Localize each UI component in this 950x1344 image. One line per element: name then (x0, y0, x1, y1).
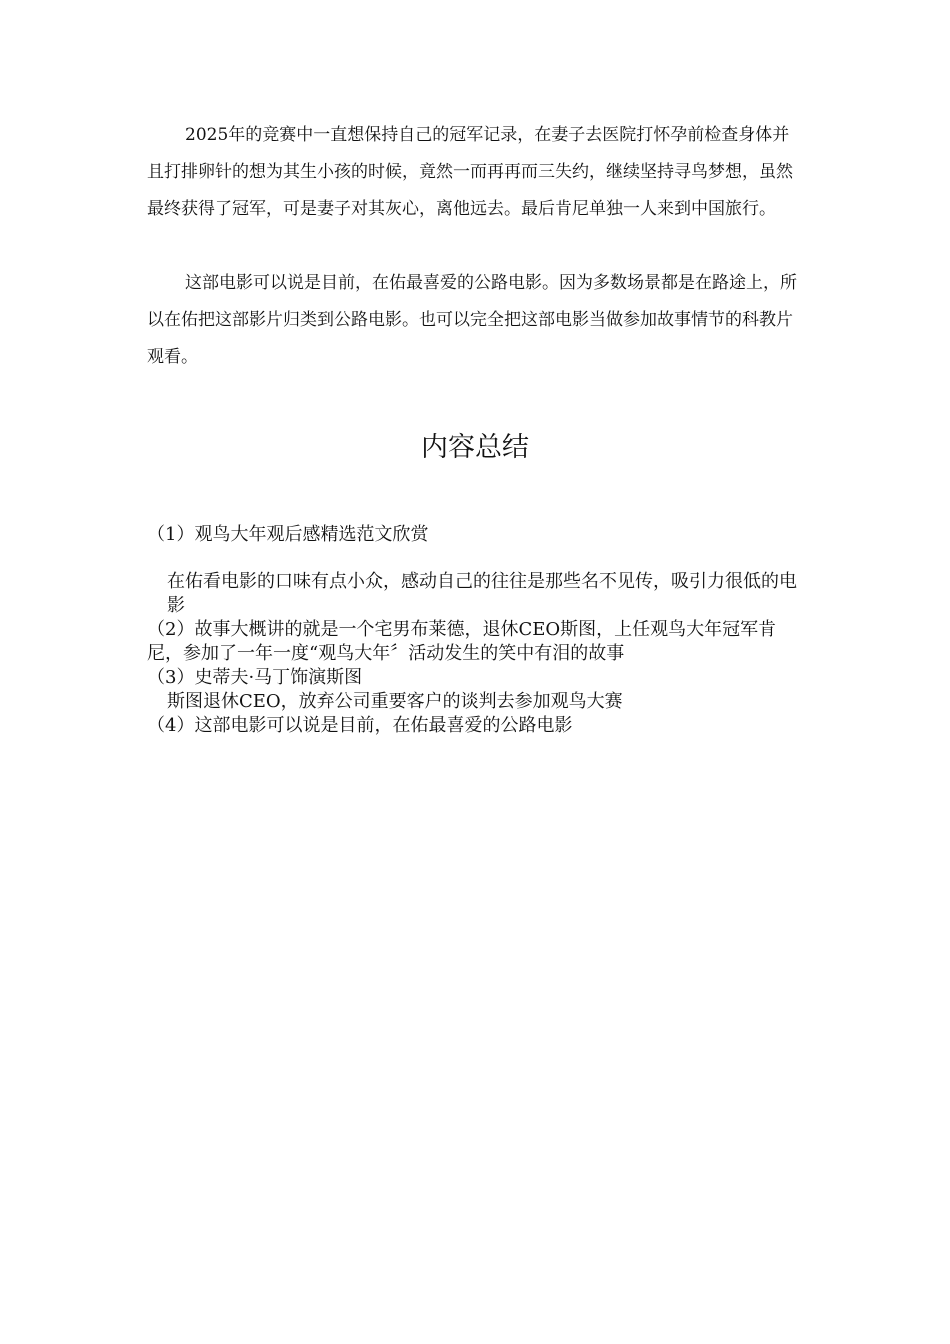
summary-line-5: （4）这部电影可以说是目前，在佑最喜爱的公路电影 (147, 715, 573, 736)
body-paragraph-1: 2025年的竞赛中一直想保持自己的冠军记录，在妻子去医院打怀孕前检查身体并且打排卵针的想为其生小孩的时候，竟然一而再再而三失约，继续坚持寻鸟梦想，虽然最终获得了冠军，可是妻子对其灰心，离他远去。最后肯尼单独一人来到中国旅行。 (147, 125, 793, 219)
summary-list (147, 570, 797, 738)
summary-line-3: （3）史蒂夫·马丁饰演斯图 (147, 667, 363, 688)
body-paragraph-2: 这部电影可以说是目前，在佑最喜爱的公路电影。因为多数场景都是在路途上，所以在佑把这部影片归类到公路电影。也可以完全把这部电影当做参加故事情节的科教片观看。 (147, 273, 797, 367)
section-title: 内容总结 (421, 432, 529, 463)
summary-line-2: （2）故事大概讲的就是一个宅男布莱德，退休CEO斯图，上任观鸟大年冠军肯尼，参加了一年一度“观鸟大年〞活动发生的笑中有泪的故事 (147, 619, 777, 664)
summary-line-4: 斯图退休CEO，放弃公司重要客户的谈判去参加观鸟大赛 (167, 691, 623, 712)
summary-heading: （1）观鸟大年观后感精选范文欣赏 (147, 524, 429, 545)
summary-line-1: 在佑看电影的口味有点小众，感动自己的往往是那些名不见传，吸引力很低的电影 (167, 571, 797, 616)
